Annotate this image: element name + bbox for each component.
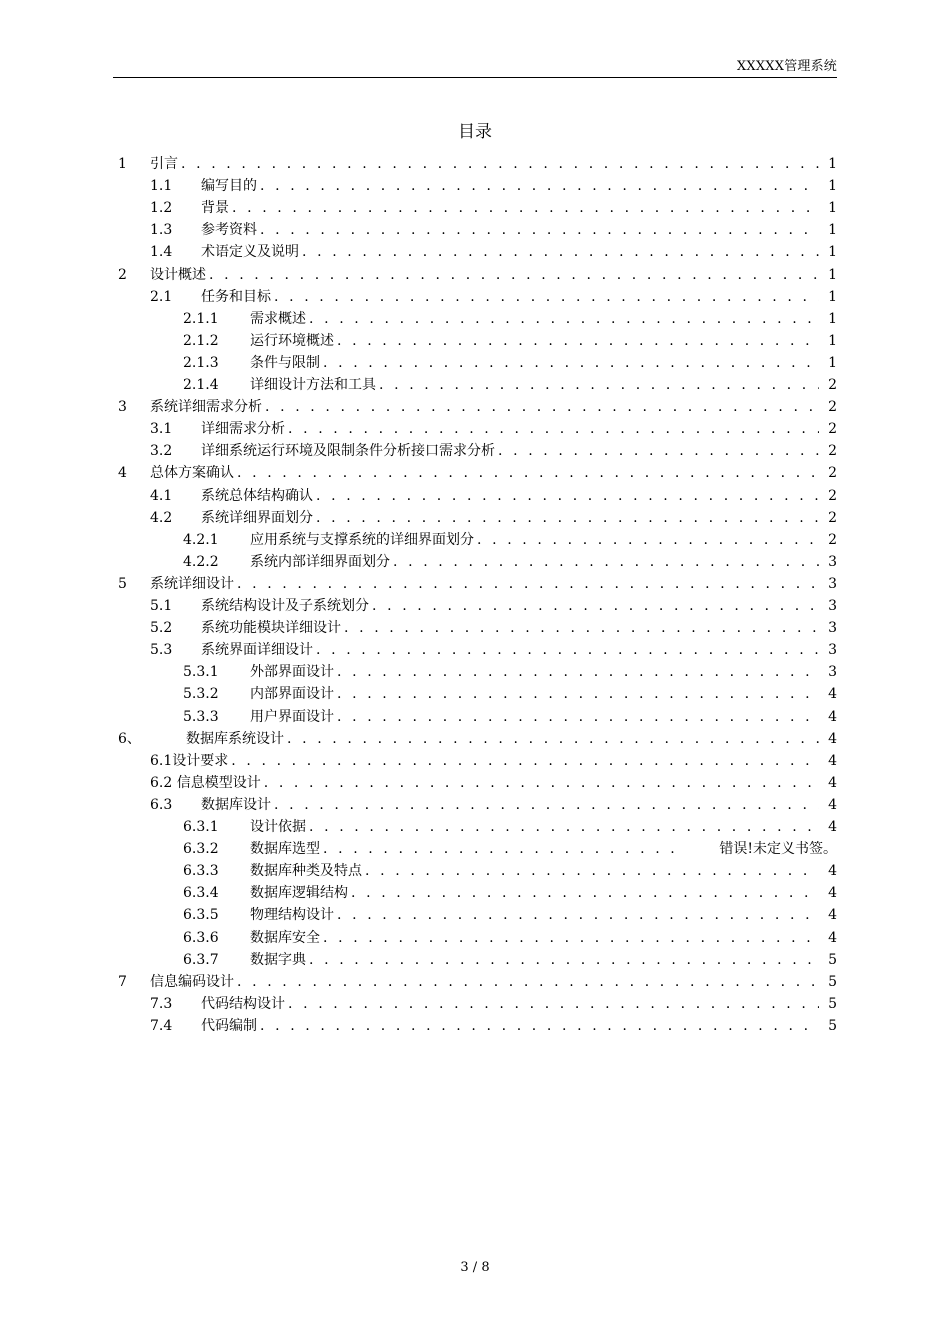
toc-entry-label-wrap bbox=[201, 242, 819, 262]
toc-entry-label: 设计概述 bbox=[150, 266, 206, 283]
toc-entry-number: 5 bbox=[118, 575, 127, 592]
toc-entry-label-wrap bbox=[201, 618, 819, 638]
toc-entry-number: 2.1.3 bbox=[183, 354, 219, 371]
toc-entry-label-wrap bbox=[250, 861, 819, 881]
toc-entry-page: 1 bbox=[828, 244, 837, 261]
toc-entry-label-wrap bbox=[150, 397, 819, 417]
toc-entry-label-wrap bbox=[250, 684, 819, 704]
toc-entry-label: 代码编制 bbox=[201, 1017, 257, 1034]
dot-leader bbox=[229, 198, 819, 218]
toc-entry-label: 用户界面设计 bbox=[250, 708, 334, 725]
toc-entry-number: 4.2 bbox=[150, 509, 173, 526]
toc-entry[interactable] bbox=[0, 795, 950, 815]
toc-entry[interactable] bbox=[0, 552, 950, 572]
toc-entry[interactable] bbox=[0, 640, 950, 660]
toc-entry-label-wrap bbox=[150, 773, 819, 793]
toc-entry-page: 4 bbox=[828, 774, 837, 791]
toc-entry-label: 数据库逻辑结构 bbox=[250, 885, 348, 902]
toc-entry[interactable] bbox=[0, 265, 950, 285]
toc-entry-number: 6.3.4 bbox=[183, 885, 219, 902]
toc-entry-label: 系统详细界面划分 bbox=[201, 509, 313, 526]
toc-entry-page: 5 bbox=[828, 973, 837, 990]
dot-leader bbox=[306, 950, 819, 970]
dot-leader bbox=[495, 441, 819, 461]
toc-entry-label-wrap bbox=[250, 530, 819, 550]
toc-entry-label-wrap bbox=[150, 154, 819, 174]
toc-entry[interactable] bbox=[0, 574, 950, 594]
toc-entry-label-wrap bbox=[201, 1016, 819, 1036]
toc-entry-label-wrap bbox=[201, 795, 819, 815]
page-indicator: 3 / 8 bbox=[460, 1260, 490, 1275]
toc-entry-label-wrap bbox=[201, 176, 819, 196]
toc-entry[interactable] bbox=[0, 463, 950, 483]
toc-entry-label: 数据库系统设计 bbox=[186, 730, 284, 747]
toc-entry-number: 5.3 bbox=[150, 642, 173, 659]
toc-entry-number: 7.4 bbox=[150, 1017, 173, 1034]
dot-leader bbox=[334, 331, 819, 351]
toc-entry-label-wrap bbox=[201, 640, 819, 660]
toc-entry[interactable] bbox=[0, 353, 950, 373]
toc-entry-label: 背景 bbox=[201, 200, 229, 217]
toc-entry-page: 4 bbox=[828, 752, 837, 769]
toc-entry-page: 3 bbox=[828, 620, 837, 637]
toc-entry-label: 内部界面设计 bbox=[250, 686, 334, 703]
dot-leader bbox=[313, 640, 819, 660]
dot-leader bbox=[271, 287, 819, 307]
toc-entry-label: 系统功能模块详细设计 bbox=[201, 620, 341, 637]
dot-leader bbox=[362, 861, 819, 881]
toc-entry-label: 系统结构设计及子系统划分 bbox=[201, 598, 369, 614]
toc-entry-label-wrap bbox=[201, 198, 819, 218]
toc-entry-page: 3 bbox=[828, 664, 837, 681]
toc-entry-number: 5.3.2 bbox=[183, 686, 219, 703]
dot-leader bbox=[334, 684, 819, 704]
dot-leader bbox=[178, 154, 819, 174]
toc-entry-label: 系统总体结构确认 bbox=[201, 487, 313, 504]
toc-entry-label: 数据库选型 bbox=[250, 841, 320, 858]
toc-entry-label-wrap bbox=[201, 508, 819, 528]
dot-leader bbox=[261, 773, 819, 793]
toc-entry-number: 2.1 bbox=[150, 288, 173, 305]
toc-entry-label-wrap bbox=[250, 883, 819, 903]
toc-entry-label: 6.2 信息模型设计 bbox=[150, 774, 261, 791]
toc-entry-label-wrap bbox=[201, 596, 819, 616]
toc-entry-number: 3.2 bbox=[150, 443, 173, 460]
dot-leader bbox=[257, 1016, 819, 1036]
toc-entry-number: 6.3.7 bbox=[183, 951, 219, 968]
dot-leader bbox=[334, 905, 819, 925]
dot-leader bbox=[234, 972, 819, 992]
toc-entry-label-wrap bbox=[250, 905, 819, 925]
toc-title: 目录 bbox=[458, 122, 492, 142]
dot-leader bbox=[369, 596, 819, 616]
toc-entry-number: 6.3.3 bbox=[183, 863, 219, 880]
toc-entry-number: 4.1 bbox=[150, 487, 173, 504]
toc-entry-page: 2 bbox=[828, 443, 837, 460]
toc-entry-number: 1.3 bbox=[150, 222, 173, 239]
toc-entry-label-wrap bbox=[186, 729, 819, 749]
toc-entry[interactable] bbox=[0, 684, 950, 704]
toc-entry[interactable] bbox=[0, 1016, 950, 1036]
toc-entry-label: 数据字典 bbox=[250, 951, 306, 968]
dot-leader bbox=[228, 751, 819, 771]
toc-entry[interactable] bbox=[0, 508, 950, 528]
toc-entry-number: 6.3 bbox=[150, 796, 173, 813]
toc-entry-label: 6.1设计要求 bbox=[150, 752, 229, 769]
toc-entry-label-wrap bbox=[250, 331, 819, 351]
toc-entry-label-wrap bbox=[201, 441, 819, 461]
toc-entry-label: 总体方案确认 bbox=[150, 465, 234, 482]
toc-entry[interactable] bbox=[0, 861, 950, 881]
toc-entry-page: 4 bbox=[828, 686, 837, 703]
toc-entry-number: 2 bbox=[118, 266, 127, 283]
toc-entry-page: 错误!未定义书签。 bbox=[719, 841, 837, 858]
dot-leader bbox=[313, 508, 819, 528]
toc-entry-label: 信息编码设计 bbox=[150, 973, 234, 990]
toc-entry-label: 详细需求分析 bbox=[201, 421, 285, 438]
toc-entry-page: 1 bbox=[828, 178, 837, 195]
dot-leader bbox=[262, 397, 819, 417]
toc-entry[interactable] bbox=[0, 309, 950, 329]
toc-entry-number: 2.1.4 bbox=[183, 377, 219, 393]
toc-entry[interactable] bbox=[0, 972, 950, 992]
toc-entry-page: 4 bbox=[828, 907, 837, 924]
toc-entry-label: 系统界面详细设计 bbox=[201, 642, 313, 659]
toc-entry[interactable] bbox=[0, 397, 950, 417]
toc-entry-number: 2.1.2 bbox=[183, 332, 219, 349]
toc-entry-label: 系统内部详细界面划分 bbox=[250, 553, 390, 570]
toc-entry-label-wrap bbox=[250, 817, 819, 837]
toc-entry-label: 任务和目标 bbox=[201, 288, 271, 305]
toc-entry-page: 3 bbox=[828, 553, 837, 570]
dot-leader bbox=[474, 530, 819, 550]
toc-entry[interactable] bbox=[0, 729, 950, 749]
dot-leader bbox=[320, 839, 683, 859]
toc-entry-number: 6.3.5 bbox=[183, 907, 219, 924]
toc-entry[interactable] bbox=[0, 154, 950, 174]
toc-entry-number: 5.2 bbox=[150, 620, 173, 637]
toc-entry-page: 2 bbox=[828, 399, 837, 416]
toc-entry-number: 6、 bbox=[118, 730, 141, 747]
header-divider bbox=[113, 77, 837, 78]
toc-entry-page: 4 bbox=[828, 863, 837, 880]
toc-entry-label: 应用系统与支撑系统的详细界面划分 bbox=[250, 531, 474, 548]
toc-entry[interactable] bbox=[0, 441, 950, 461]
toc-entry-label-wrap bbox=[250, 375, 819, 395]
toc-entry-page: 1 bbox=[828, 332, 837, 349]
dot-leader bbox=[334, 662, 819, 682]
toc-entry-page: 5 bbox=[828, 1017, 837, 1034]
toc-entry[interactable] bbox=[0, 486, 950, 506]
toc-entry-number: 6.3.1 bbox=[183, 819, 219, 835]
dot-leader bbox=[313, 486, 819, 506]
toc-entry-page: 1 bbox=[828, 156, 837, 172]
toc-entry[interactable] bbox=[0, 662, 950, 682]
toc-entry-label: 系统详细需求分析 bbox=[150, 399, 262, 416]
toc-entry-number: 3.1 bbox=[150, 421, 173, 438]
dot-leader bbox=[234, 574, 819, 594]
toc-entry-page: 4 bbox=[828, 708, 837, 725]
toc-entry-label: 引言 bbox=[150, 156, 178, 172]
toc-entry[interactable] bbox=[0, 817, 950, 837]
toc-entry[interactable] bbox=[0, 331, 950, 351]
toc-entry[interactable] bbox=[0, 596, 950, 616]
toc-entry-number: 5.3.3 bbox=[183, 708, 219, 725]
toc-entry-page: 4 bbox=[828, 730, 837, 747]
dot-leader bbox=[306, 817, 819, 837]
toc-entry-number: 4.2.2 bbox=[183, 553, 219, 570]
toc-entry-number: 1 bbox=[118, 156, 127, 172]
toc-entry-page: 1 bbox=[828, 200, 837, 217]
toc-entry-page: 2 bbox=[828, 465, 837, 482]
toc-entry-page: 4 bbox=[828, 819, 837, 835]
toc-entry-label: 详细设计方法和工具 bbox=[250, 377, 376, 393]
toc-entry-label: 条件与限制 bbox=[250, 354, 320, 371]
toc-entry-label-wrap bbox=[250, 353, 819, 373]
dot-leader bbox=[257, 176, 819, 196]
toc-entry-number: 7.3 bbox=[150, 995, 173, 1012]
toc-entry[interactable] bbox=[0, 905, 950, 925]
toc-entry-page: 2 bbox=[828, 509, 837, 526]
toc-entry-page: 2 bbox=[828, 531, 837, 548]
toc-entry-label: 运行环境概述 bbox=[250, 332, 334, 349]
toc-entry-number: 5.1 bbox=[150, 598, 173, 614]
dot-leader bbox=[299, 242, 819, 262]
toc-entry-label-wrap bbox=[201, 287, 819, 307]
toc-entry-label: 详细系统运行环境及限制条件分析接口需求分析 bbox=[201, 443, 495, 460]
dot-leader bbox=[234, 463, 819, 483]
toc-entry-label: 代码结构设计 bbox=[201, 995, 285, 1012]
toc-entry[interactable] bbox=[0, 928, 950, 948]
toc-entry-number: 4.2.1 bbox=[183, 531, 219, 548]
toc-entry-label-wrap bbox=[150, 463, 819, 483]
toc-entry-page: 1 bbox=[828, 354, 837, 371]
toc-entry-page: 1 bbox=[828, 288, 837, 305]
toc-entry-label: 数据库设计 bbox=[201, 796, 271, 813]
toc-entry-page: 2 bbox=[828, 487, 837, 504]
toc-entry-number: 6.3.6 bbox=[183, 929, 219, 946]
toc-entry-number: 7 bbox=[118, 973, 127, 990]
toc-entry-number: 3 bbox=[118, 399, 127, 416]
toc-entry[interactable] bbox=[0, 242, 950, 262]
toc-entry[interactable] bbox=[0, 950, 950, 970]
toc-entry[interactable] bbox=[0, 883, 950, 903]
toc-entry-label-wrap bbox=[201, 220, 819, 240]
toc-entry-number: 6.3.2 bbox=[183, 841, 219, 858]
toc-entry-page: 3 bbox=[828, 575, 837, 592]
toc-entry-label-wrap bbox=[250, 950, 819, 970]
toc-entry-label-wrap bbox=[150, 972, 819, 992]
dot-leader bbox=[271, 795, 819, 815]
toc-entry-page: 1 bbox=[828, 222, 837, 239]
toc-entry-number: 1.1 bbox=[150, 178, 173, 195]
toc-entry-label: 需求概述 bbox=[250, 310, 306, 327]
toc-entry-page: 2 bbox=[828, 377, 837, 393]
toc-entry-label-wrap bbox=[201, 486, 819, 506]
dot-leader bbox=[320, 928, 819, 948]
toc-entry[interactable] bbox=[0, 618, 950, 638]
toc-entry[interactable] bbox=[0, 176, 950, 196]
toc-entry-page: 3 bbox=[828, 642, 837, 659]
toc-entry-page: 4 bbox=[828, 885, 837, 902]
dot-leader bbox=[341, 618, 819, 638]
toc-entry-label: 数据库安全 bbox=[250, 929, 320, 946]
running-header-title: XXXXX管理系统 bbox=[736, 59, 837, 74]
toc-entry[interactable] bbox=[0, 220, 950, 240]
toc-entry-page: 5 bbox=[828, 951, 837, 968]
toc-entry-page: 3 bbox=[828, 598, 837, 614]
toc-entry-number: 4 bbox=[118, 465, 127, 482]
dot-leader bbox=[376, 375, 819, 395]
toc-entry-label: 参考资料 bbox=[201, 222, 257, 239]
toc-entry-number: 5.3.1 bbox=[183, 664, 219, 681]
toc-entry[interactable] bbox=[0, 530, 950, 550]
toc-entry-label: 编写目的 bbox=[201, 178, 257, 195]
dot-leader bbox=[306, 309, 819, 329]
toc-entry[interactable] bbox=[0, 375, 950, 395]
dot-leader bbox=[348, 883, 819, 903]
toc-entry-page: 5 bbox=[828, 995, 837, 1012]
toc-entry-label-wrap bbox=[250, 662, 819, 682]
toc-entry-label: 外部界面设计 bbox=[250, 664, 334, 681]
toc-entry-page: 1 bbox=[828, 310, 837, 327]
toc-entry[interactable] bbox=[0, 707, 950, 727]
toc-entry-label-wrap bbox=[150, 265, 819, 285]
toc-entry[interactable] bbox=[0, 839, 950, 859]
toc-entry[interactable] bbox=[0, 751, 950, 771]
toc-entry-label-wrap bbox=[250, 839, 683, 859]
toc-entry-label-wrap bbox=[201, 419, 819, 439]
dot-leader bbox=[390, 552, 819, 572]
toc-entry-label: 数据库种类及特点 bbox=[250, 863, 362, 880]
toc-entry-label-wrap bbox=[201, 994, 819, 1014]
toc-entry-page: 1 bbox=[828, 266, 837, 283]
toc-entry-page: 4 bbox=[828, 929, 837, 946]
toc-entry[interactable] bbox=[0, 419, 950, 439]
toc-entry-label: 系统详细设计 bbox=[150, 575, 234, 592]
toc-entry-number: 1.2 bbox=[150, 200, 173, 217]
toc-entry-label: 物理结构设计 bbox=[250, 907, 334, 924]
dot-leader bbox=[284, 729, 819, 749]
toc-entry[interactable] bbox=[0, 287, 950, 307]
dot-leader bbox=[206, 265, 819, 285]
toc-entry-number: 2.1.1 bbox=[183, 310, 219, 327]
dot-leader bbox=[285, 994, 819, 1014]
toc-entry-label-wrap bbox=[150, 751, 819, 771]
toc-entry-label-wrap bbox=[150, 574, 819, 594]
toc-entry-page: 4 bbox=[828, 796, 837, 813]
toc-entry-label: 设计依据 bbox=[250, 819, 306, 835]
toc-entry-number: 1.4 bbox=[150, 244, 173, 261]
toc-entry-label-wrap bbox=[250, 552, 819, 572]
toc-entry[interactable] bbox=[0, 198, 950, 218]
toc-entry-page: 2 bbox=[828, 421, 837, 438]
toc-entry-label-wrap bbox=[250, 928, 819, 948]
dot-leader bbox=[334, 707, 819, 727]
dot-leader bbox=[320, 353, 819, 373]
dot-leader bbox=[285, 419, 819, 439]
toc-entry[interactable] bbox=[0, 994, 950, 1014]
toc-entry[interactable] bbox=[0, 773, 950, 793]
toc-entry-label-wrap bbox=[250, 309, 819, 329]
toc-entry-label-wrap bbox=[250, 707, 819, 727]
dot-leader bbox=[257, 220, 819, 240]
toc-entry-label: 术语定义及说明 bbox=[201, 244, 299, 261]
